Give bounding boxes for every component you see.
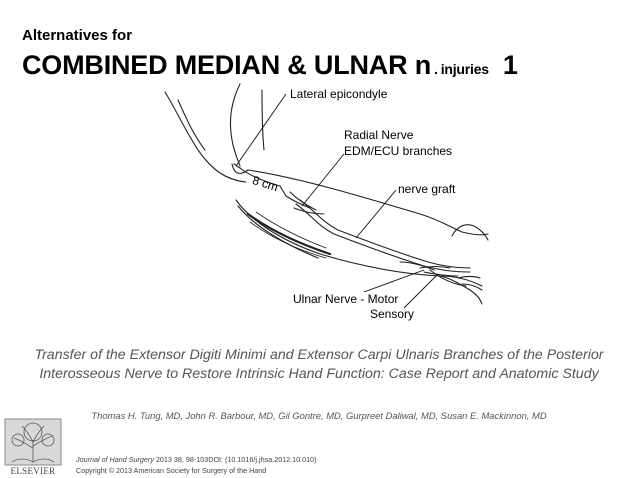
title-dot: . [433, 61, 438, 77]
citation-details: 2013 38, 98-103DOI: (10.1016/j.jhsa.2012.10.010) [153, 455, 317, 464]
thumb-contour [452, 225, 488, 240]
citation-copyright: Copyright © 2013 American Society for Surgery of the Hand [76, 466, 267, 475]
radial-branch-1 [286, 196, 310, 208]
measure-bracket-end [280, 186, 286, 196]
title-injuries: injuries [440, 61, 489, 77]
label-radial-nerve: Radial Nerve [344, 128, 414, 142]
title-n: n [414, 50, 431, 80]
leader-lateral-epicondyle [236, 94, 286, 166]
leader-sensory [404, 274, 438, 308]
citation [76, 454, 317, 476]
elsevier-wordmark: ELSEVIER [10, 466, 56, 476]
leader-ulnar-motor [364, 270, 424, 292]
slide-title [22, 50, 518, 81]
article-title-line-1: Transfer of the Extensor Digiti Minimi and Extensor Carpi Ulnaris Branches of the Posterior [34, 347, 604, 363]
citation-journal: Journal of Hand Surgery [76, 455, 154, 464]
forearm-top [248, 170, 488, 235]
biceps-contour [230, 84, 240, 166]
wrist-contour [400, 262, 434, 270]
label-lateral-epicondyle: Lateral epicondyle [290, 87, 388, 101]
citation-journal-line [76, 454, 317, 465]
article-title-line-2: Interosseous Nerve to Restore Intrinsic Hand Function: Case Report and Anatomic Study [39, 366, 599, 382]
label-edm-ecu: EDM/ECU branches [344, 144, 453, 158]
article-authors: Thomas H. Tung, MD, John R. Barbour, MD, Gil Gontre, MD, Gurpreet Daliwal, MD, Susan E. Mackinnon, MD [91, 410, 547, 421]
label-nerve-graft: nerve graft [398, 182, 456, 196]
pre-title: Alternatives for [22, 27, 133, 44]
ulna-shading [248, 214, 330, 254]
label-ulnar-motor: Ulnar Nerve - Motor [293, 292, 399, 306]
title-number: 1 [502, 50, 518, 80]
label-distance: 8 cm [250, 173, 280, 195]
ulnar-branch-1 [420, 267, 450, 269]
humerus-line [262, 90, 264, 150]
finger-1 [458, 277, 480, 279]
radial-branch-3 [294, 208, 324, 214]
arm-outline-upper-2 [178, 100, 205, 150]
leader-radial-nerve [302, 154, 344, 206]
title-main: COMBINED MEDIAN & ULNAR [22, 50, 415, 80]
label-sensory: Sensory [370, 307, 415, 321]
